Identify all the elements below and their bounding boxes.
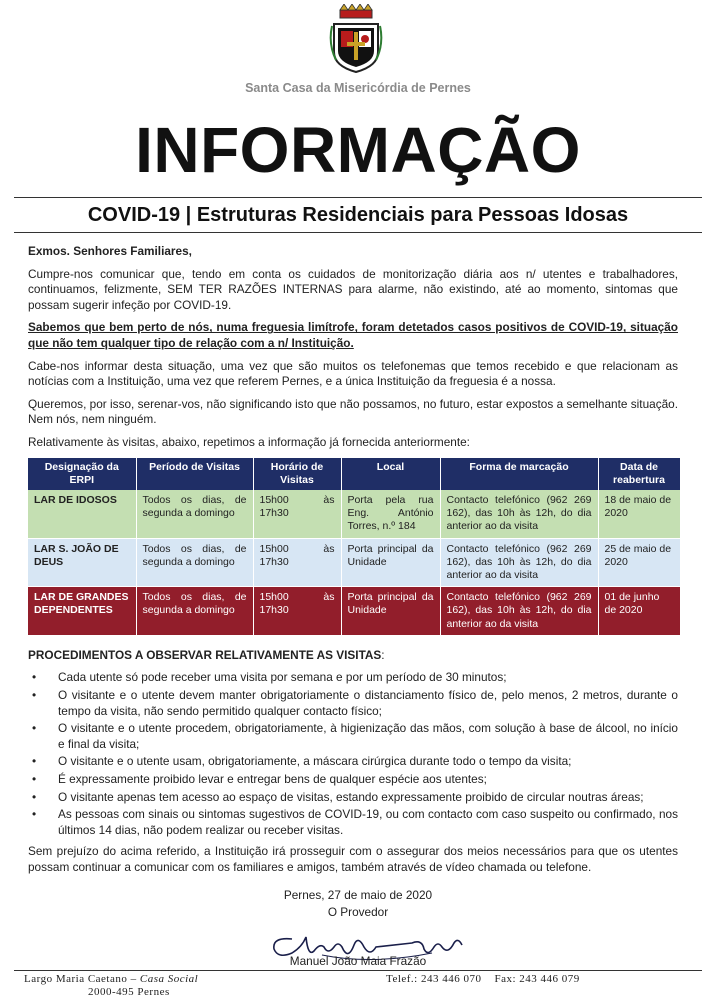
signatory-role: O Provedor — [327, 905, 389, 919]
list-item — [28, 754, 678, 770]
col-header-erpi: Designação da ERPI — [28, 458, 136, 490]
table-row — [28, 587, 680, 636]
col-header-period: Período de Visitas — [136, 458, 253, 490]
page-title: INFORMAÇÃO — [135, 114, 581, 186]
table-row — [28, 490, 680, 538]
list-item-text: As pessoas com sinais ou sintomas sugestivos de COVID-19, ou com contacto com caso suspeito ou confirmado, nos últimos 14 dias, não podem realizar ou receber visitas. — [58, 807, 678, 837]
list-item — [28, 688, 678, 719]
cell-period: Todos os dias, de segunda a domingo — [136, 538, 253, 587]
paragraph-visits-intro: Relativamente às visitas, abaixo, repetimos a informação já fornecida anteriormente: — [28, 434, 470, 449]
list-item — [28, 772, 678, 788]
cell-erpi-name: LAR S. JOÃO DE DEUS — [28, 538, 136, 587]
list-item-text: O visitante e o utente procedem, obrigatoriamente, à higienização das mãos, com solução à base de álcool, no início e final da visita; — [58, 721, 678, 751]
greeting: Exmos. Senhores Familiares, — [28, 244, 192, 258]
bullet-icon: • — [32, 670, 37, 685]
footer-postal-code: 2000-495 Pernes — [88, 986, 170, 998]
bullet-icon: • — [32, 721, 37, 736]
procedures-heading — [28, 648, 678, 664]
footer-contacts: Telef.: 243 446 070 Fax: 243 446 079 — [386, 973, 580, 985]
cell-hours: 15h00 às 17h30 — [253, 538, 341, 587]
subtitle-bar — [14, 197, 702, 233]
cell-period: Todos os dias, de segunda a domingo — [136, 587, 253, 636]
paragraph-reassurance: Queremos, por isso, serenar-vos, não significando isto que não possamos, no futuro, estar expostos a semelhante situação. Nem nós, nem ninguém. — [28, 396, 678, 427]
list-item-text: O visitante e o utente devem manter obrigatoriamente o distanciamento físico de, pelo menos, 2 metros, durante o tempo da visita, não sendo permitido qualquer contacto físico; — [58, 687, 678, 718]
place-date: Pernes, 27 de maio de 2020 — [283, 888, 433, 902]
list-item — [28, 721, 678, 752]
cell-booking: Contacto telefónico (962 269 162), das 10h às 12h, do dia anterior ao da visita — [440, 538, 598, 587]
table-header-row — [28, 458, 680, 490]
bullet-icon: • — [32, 807, 37, 822]
procedures-heading-text: PROCEDIMENTOS A OBSERVAR RELATIVAMENTE AS VISITAS — [28, 647, 382, 662]
cell-erpi-name: LAR DE GRANDES DEPENDENTES — [28, 587, 136, 636]
cell-reopen-date: 01 de junho de 2020 — [598, 587, 680, 636]
cell-hours: 15h00 às 17h30 — [253, 490, 341, 538]
paragraph-closing: Sem prejuízo do acima referido, a Instituição irá prosseguir com o assegurar dos meios necessários para que os utentes possam continuar a comunicar com os familiares e amigos, também através de vídeo chamada ou telefone. — [28, 844, 678, 874]
cell-reopen-date: 25 de maio de 2020 — [598, 538, 680, 587]
cell-location: Porta pela rua Eng. António Torres, n.º 184 — [341, 490, 440, 538]
paragraph-phone-calls: Cabe-nos informar desta situação, uma vez que são muitos os telefonemas que temos recebido e que relacionam as notícias com a Instituição, uma vez que referem Pernes, e a única Instituição da freguesia é a nossa. — [28, 358, 678, 389]
footer-address-line1: Largo Maria Caetano – — [24, 973, 140, 985]
footer-address-italic: Casa Social — [139, 973, 199, 985]
list-item-text: O visitante e o utente usam, obrigatoriamente, a máscara cirúrgica durante todo o tempo da visita; — [58, 754, 572, 769]
procedures-heading-colon: : — [381, 647, 385, 662]
crest-logo-icon — [328, 4, 384, 74]
list-item — [28, 807, 678, 838]
col-header-reopen: Data de reabertura — [598, 458, 680, 490]
list-item — [28, 670, 678, 686]
signatory-name: Manuel João Maia Frazão — [289, 954, 427, 968]
col-header-location: Local — [341, 458, 440, 490]
list-item-text: É expressamente proibido levar e entregar bens de qualquer espécie aos utentes; — [58, 771, 487, 786]
list-item-text: O visitante apenas tem acesso ao espaço de visitas, estando expressamente proibido de circular noutras áreas; — [58, 789, 644, 804]
procedures-list — [28, 670, 678, 838]
cell-erpi-name: LAR DE IDOSOS — [28, 490, 136, 538]
document-body — [28, 244, 678, 882]
list-item-text: Cada utente só pode receber uma visita por semana e por um período de 30 minutos; — [58, 670, 507, 685]
table-row — [28, 538, 680, 587]
cell-reopen-date: 18 de maio de 2020 — [598, 490, 680, 538]
cell-hours: 15h00 às 17h30 — [253, 587, 341, 636]
page-subtitle: COVID-19 | Estruturas Residenciais para Pessoas Idosas — [87, 204, 629, 226]
paragraph-nearby-cases: Sabemos que bem perto de nós, numa freguesia limítrofe, foram detetados casos positivos de COVID-19, situação que não tem qualquer tipo de relação com a n/ Instituição. — [28, 320, 678, 350]
signature-block — [0, 887, 716, 921]
visits-table — [28, 458, 681, 636]
cell-location: Porta principal da Unidade — [341, 538, 440, 587]
bullet-icon: • — [32, 687, 37, 702]
organization-name: Santa Casa da Misericórdia de Pernes — [245, 81, 471, 95]
col-header-hours: Horário de Visitas — [253, 458, 341, 490]
bullet-icon: • — [32, 771, 37, 786]
col-header-booking: Forma de marcação — [440, 458, 598, 490]
cell-location: Porta principal da Unidade — [341, 587, 440, 636]
cell-booking: Contacto telefónico (962 269 162), das 10h às 12h, do dia anterior ao da visita — [440, 587, 598, 636]
bullet-icon: • — [32, 754, 37, 769]
footer-divider — [14, 970, 702, 971]
paragraph-monitoring: Cumpre-nos comunicar que, tendo em conta os cuidados de monitorização diária aos n/ utentes e trabalhadores, continuamos, felizmente, SEM TER RAZÕES INTERNAS para alarme, não existindo, até ao momento, sintomas que possam sugerir infeção por COVID-19. — [28, 266, 678, 312]
bullet-icon: • — [32, 789, 37, 804]
footer-address — [24, 973, 198, 999]
cell-booking: Contacto telefónico (962 269 162), das 10h às 12h, do dia anterior ao da visita — [440, 490, 598, 538]
cell-period: Todos os dias, de segunda a domingo — [136, 490, 253, 538]
list-item — [28, 790, 678, 806]
